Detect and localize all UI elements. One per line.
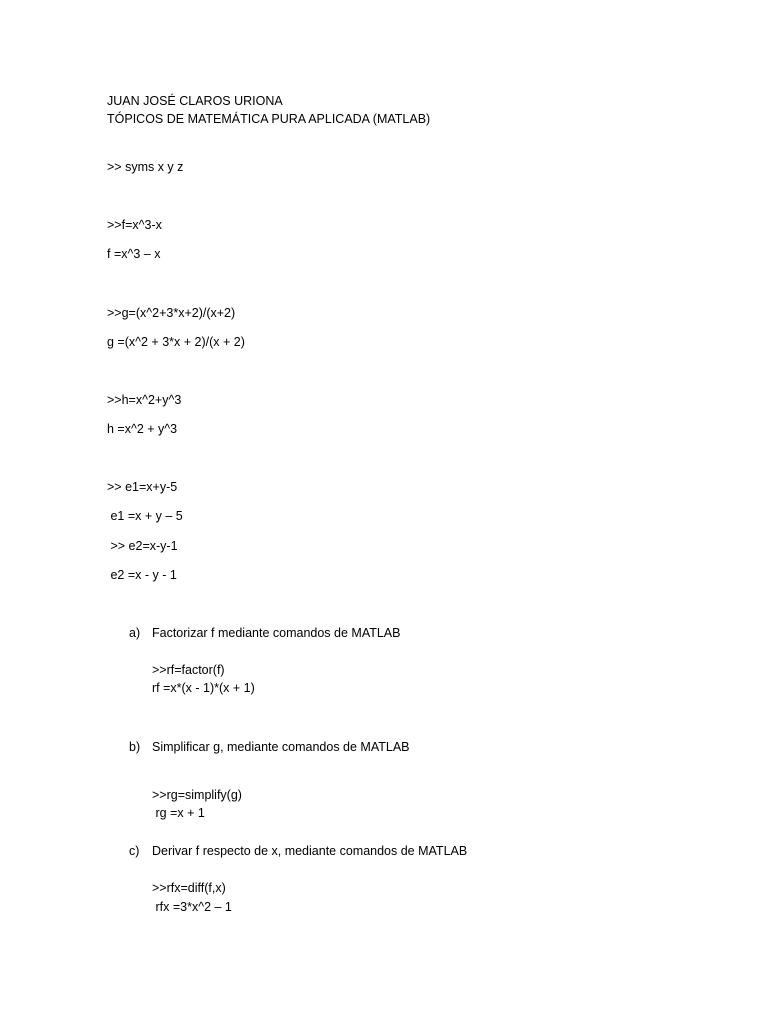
e1-output: e1 =x + y – 5 (107, 509, 183, 523)
exercise-a-output: rf =x*(x - 1)*(x + 1) (152, 681, 255, 695)
e2-output: e2 =x - y - 1 (107, 568, 177, 582)
course-title: TÓPICOS DE MATEMÁTICA PURA APLICADA (MATLAB) (107, 112, 431, 126)
e1-command: >> e1=x+y-5 (107, 480, 178, 494)
author-name: JUAN JOSÉ CLAROS URIONA (107, 94, 283, 108)
exercise-a-command: >>rf=factor(f) (152, 663, 225, 677)
syms-command: >> syms x y z (107, 160, 184, 174)
exercise-b-marker: b) (129, 740, 141, 754)
exercise-b-title: Simplificar g, mediante comandos de MATLAB (152, 740, 410, 754)
exercise-c-command: >>rfx=diff(f,x) (152, 881, 226, 895)
exercise-b-output: rg =x + 1 (152, 806, 205, 820)
exercise-c-marker: c) (129, 844, 140, 858)
h-output: h =x^2 + y^3 (107, 422, 178, 436)
h-command: >>h=x^2+y^3 (107, 393, 182, 407)
g-output: g =(x^2 + 3*x + 2)/(x + 2) (107, 335, 245, 349)
f-output: f =x^3 – x (107, 247, 161, 261)
e2-command: >> e2=x-y-1 (107, 539, 178, 553)
exercise-b-command: >>rg=simplify(g) (152, 788, 242, 802)
f-command: >>f=x^3-x (107, 218, 162, 232)
exercise-a-marker: a) (129, 626, 141, 640)
exercise-a-title: Factorizar f mediante comandos de MATLAB (152, 626, 401, 640)
g-command: >>g=(x^2+3*x+2)/(x+2) (107, 306, 236, 320)
exercise-c-output: rfx =3*x^2 – 1 (152, 900, 232, 914)
exercise-c-title: Derivar f respecto de x, mediante comandos de MATLAB (152, 844, 468, 858)
